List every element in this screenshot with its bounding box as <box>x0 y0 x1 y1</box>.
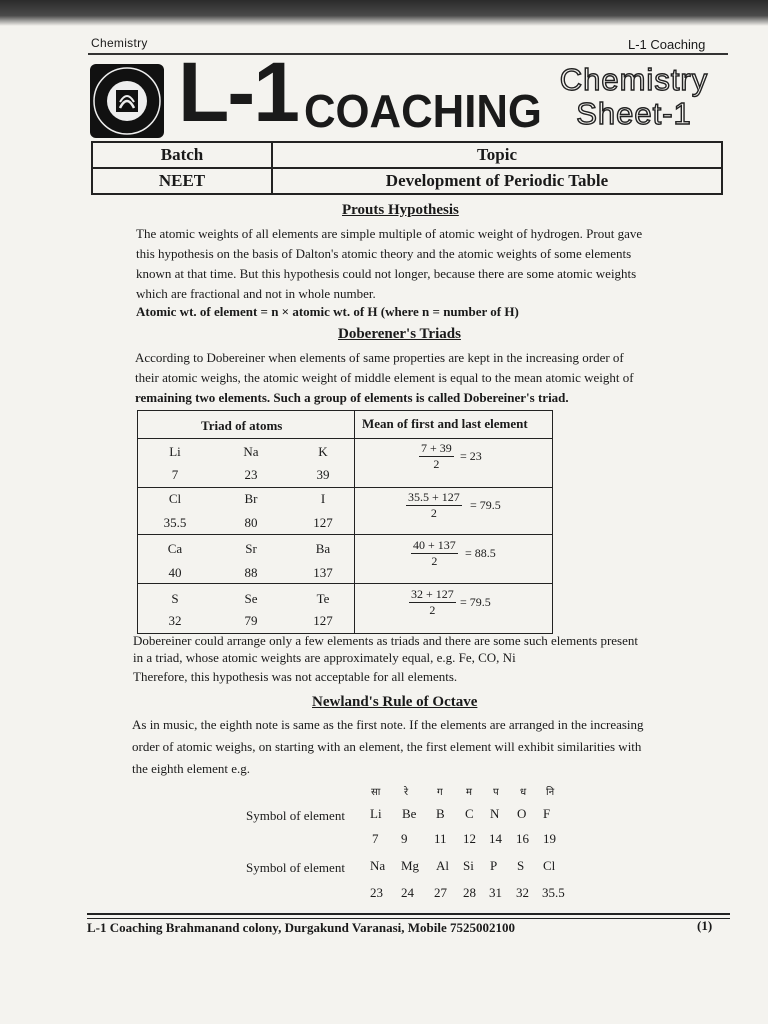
octave-weight: 12 <box>463 831 476 846</box>
octave-symbol: Li <box>370 806 382 821</box>
scan-shadow <box>0 0 768 26</box>
octave-weight: 16 <box>516 831 529 846</box>
octave-row-label: Symbol of element <box>246 808 345 823</box>
triad-weight: 127 <box>313 515 333 530</box>
dobereiner-after-line: in a triad, whose atomic weights are approximately equal, e.g. Fe, CO, Ni <box>133 650 516 665</box>
dobereiner-heading: Doberener's Triads <box>338 326 461 342</box>
triad-element: Br <box>244 491 258 506</box>
topic-value: Development of Periodic Table <box>272 168 722 194</box>
sheet-number: Sheet-1 <box>576 96 692 131</box>
triad-element: S <box>171 591 179 606</box>
svara-note: सा <box>371 787 381 798</box>
coaching-logo <box>90 64 164 138</box>
triad-header-rule <box>138 438 552 439</box>
octave-symbol: S <box>517 858 525 873</box>
dobereiner-limitation <box>133 632 729 685</box>
triad-element: Ca <box>167 541 183 556</box>
triad-header-atoms: Triad of atoms <box>201 418 283 433</box>
octave-symbol: O <box>517 806 527 821</box>
page-number: (1) <box>697 918 713 933</box>
triad-mean-result: = 88.5 <box>465 546 496 560</box>
octave-weight: 23 <box>370 885 383 900</box>
triad-header-mean: Mean of first and last element <box>362 416 528 431</box>
dobereiner-after-line: Dobereiner could arrange only a few elements as triads and there are some such elements present <box>133 633 638 648</box>
subject-label: Chemistry <box>91 36 148 50</box>
triad-weight: 79 <box>244 613 258 628</box>
triad-element: Ba <box>315 541 331 556</box>
brand-label: L-1 Coaching <box>628 37 706 52</box>
triad-mean-result: = 79.5 <box>470 498 501 512</box>
prout-line: The atomic weights of all elements are simple multiple of atomic weight of hydrogen. Prout gave <box>136 226 643 241</box>
octave-symbol: F <box>543 806 551 821</box>
triad-weight: 23 <box>244 467 258 482</box>
prout-paragraph <box>136 224 726 304</box>
octave-weight: 7 <box>372 831 379 846</box>
batch-label: Batch <box>92 142 272 168</box>
octave-weight: 32 <box>516 885 529 900</box>
newland-paragraph <box>132 714 728 780</box>
fraction-numerator: 35.5 + 127 <box>408 490 460 504</box>
triad-element: Cl <box>168 491 182 506</box>
triad-weight: 35.5 <box>163 515 187 530</box>
svara-note: ग <box>437 787 443 798</box>
octave-weight: 24 <box>401 885 414 900</box>
octave-symbol: Mg <box>401 858 420 873</box>
brand-l1: L-1 <box>178 45 298 139</box>
dobereiner-paragraph <box>135 348 727 408</box>
octave-symbol: Cl <box>543 858 556 873</box>
newland-line: the eighth element e.g. <box>132 761 251 776</box>
octave-weight: 9 <box>401 831 408 846</box>
triad-element: Na <box>243 444 259 459</box>
octave-weight: 11 <box>434 831 447 846</box>
octave-weight: 19 <box>543 831 556 846</box>
triad-mean-fraction <box>406 490 462 521</box>
svara-note: प <box>493 787 499 798</box>
newland-line: As in music, the eighth note is same as the first note. If the elements are arranged in the increasing <box>132 717 644 732</box>
newland-line: order of atomic weighs, on starting with an element, the first element will exhibit similarities with <box>132 739 642 754</box>
triad-weight: 40 <box>168 565 182 580</box>
octave-symbol: N <box>490 806 500 821</box>
octave-symbol: C <box>465 806 474 821</box>
octave-symbol: Be <box>402 806 417 821</box>
triad-weight: 32 <box>168 613 182 628</box>
batch-value: NEET <box>92 168 272 194</box>
svara-note: ध <box>520 787 527 798</box>
octave-weight: 27 <box>434 885 447 900</box>
triad-table <box>137 410 553 634</box>
triad-element: Sr <box>245 541 257 556</box>
triad-weight: 127 <box>313 613 333 628</box>
dobereiner-line: According to Dobereiner when elements of same properties are kept in the increasing order of <box>135 350 624 365</box>
prout-line: this hypothesis on the basis of Dalton's atomic theory and the atomic weights of some elements <box>136 246 632 261</box>
logo-emblem-icon <box>90 64 164 138</box>
svara-note: म <box>466 787 472 798</box>
triad-mean-result: = 23 <box>460 449 482 463</box>
triad-mean-fraction <box>419 441 454 472</box>
brand-coaching: COACHING <box>304 85 542 137</box>
triad-weight: 88 <box>244 565 258 580</box>
octave-weight: 35.5 <box>542 885 565 900</box>
newland-heading: Newland's Rule of Octave <box>312 694 478 710</box>
fraction-numerator: 40 + 137 <box>413 538 456 552</box>
dobereiner-line: their atomic weighs, the atomic weight of middle element is equal to the mean atomic weight of <box>135 370 634 385</box>
triad-weight: 137 <box>313 565 333 580</box>
octave-symbol: Si <box>463 858 474 873</box>
triad-element: Se <box>244 591 258 606</box>
octave-row-label: Symbol of element <box>246 860 345 875</box>
triad-element: Te <box>316 591 330 606</box>
fraction-denominator: 2 <box>431 554 438 568</box>
prout-line: which are fractional and not in whole number. <box>136 286 376 301</box>
octave-weight: 31 <box>489 885 502 900</box>
triad-row-rule <box>138 583 552 584</box>
triad-weight: 80 <box>244 515 258 530</box>
octave-weight: 14 <box>489 831 502 846</box>
dobereiner-after-line: Therefore, this hypothesis was not acceptable for all elements. <box>133 669 458 684</box>
footer-address: L-1 Coaching Brahmanand colony, Durgakund Varanasi, Mobile 7525002100 <box>87 920 515 935</box>
svara-note: नि <box>546 787 555 798</box>
octave-symbol: P <box>490 858 498 873</box>
triad-row-rule <box>138 534 552 535</box>
fraction-denominator: 2 <box>429 603 436 617</box>
triad-mean-result: = 79.5 <box>460 595 491 609</box>
footer-divider <box>87 913 730 919</box>
triad-weight: 39 <box>316 467 330 482</box>
triad-mean-fraction <box>409 587 456 618</box>
triad-row-rule <box>138 487 552 488</box>
triad-column-divider <box>354 411 355 633</box>
sheet-subject: Chemistry <box>559 62 709 97</box>
octave-symbol: Al <box>436 858 449 873</box>
prout-heading: Prouts Hypothesis <box>342 202 459 218</box>
triad-element: K <box>318 444 328 459</box>
topic-label: Topic <box>272 142 722 168</box>
triad-element: I <box>320 491 326 506</box>
fraction-denominator: 2 <box>430 506 437 520</box>
fraction-denominator: 2 <box>433 457 440 471</box>
batch-topic-table <box>91 141 723 195</box>
octave-symbol: Na <box>370 858 386 873</box>
triad-mean-fraction <box>411 538 458 569</box>
fraction-numerator: 7 + 39 <box>421 441 452 455</box>
fraction-numerator: 32 + 127 <box>411 587 454 601</box>
triad-weight: 7 <box>171 467 179 482</box>
octave-symbol: B <box>436 806 445 821</box>
octave-weight: 28 <box>463 885 476 900</box>
svara-note: रे <box>404 787 409 798</box>
triad-element: Li <box>169 444 181 459</box>
coaching-banner <box>86 45 730 140</box>
prout-line: known at that time. But this hypothesis could not longer, because there are some atomic weights <box>136 266 637 281</box>
dobereiner-line: remaining two elements. Such a group of elements is called Dobereiner's triad. <box>135 390 569 405</box>
prout-formula: Atomic wt. of element = n × atomic wt. of H (where n = number of H) <box>136 304 519 319</box>
